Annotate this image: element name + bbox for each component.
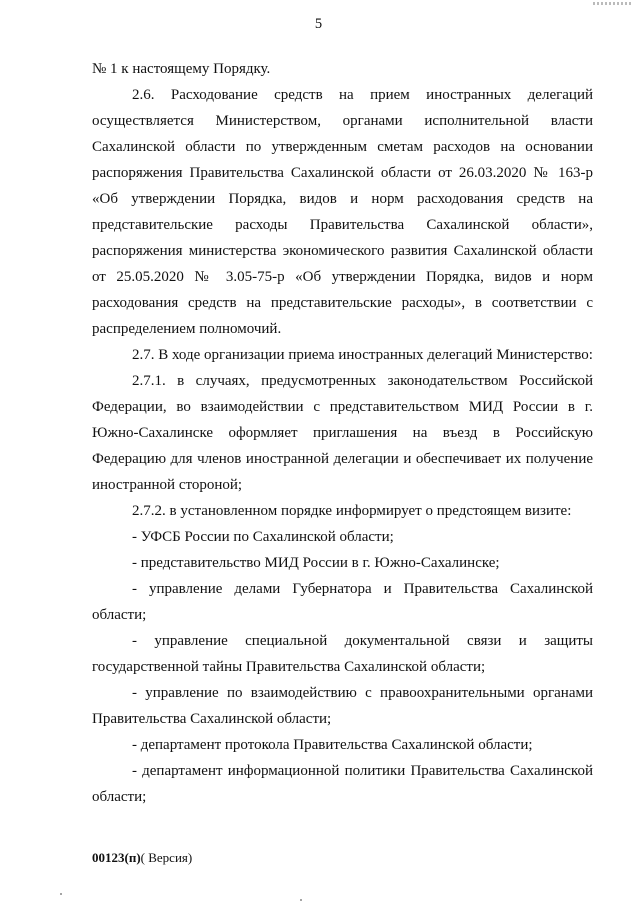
list-item-governor-affairs: - управление делами Губернатора и Правительства Сахалинской области; xyxy=(92,581,593,623)
scan-speck xyxy=(300,899,302,901)
list-item-information-policy: - департамент информационной политики Правительства Сахалинской области; xyxy=(92,763,593,805)
document-body xyxy=(92,56,593,810)
paragraph-2-6: 2.6. Расходование средств на прием иностранных делегаций осуществляется Министерством, органами исполнительной власти Сахалинской области по утвержденным сметам расходов на основании распоряжения Правительства Сахалинской области от 26.03.2020 № 163-р «Об утверждении Порядка, видов и норм расходования средств на представительские расходы Правительства Сахалинской области», распоряжения министерства экономического развития Сахалинской области от 25.05.2020 № 3.05-75-р «Об утверждении Порядка, видов и норм расходования средств на представительские расходы», в соответствии с распределением полномочий. xyxy=(92,87,593,337)
paragraph-2-7: 2.7. В ходе организации приема иностранных делегаций Министерство: xyxy=(132,347,593,363)
scan-speck xyxy=(60,893,62,895)
paragraph-2-7-1: 2.7.1. в случаях, предусмотренных законодательством Российской Федерации, во взаимодействии с представительством МИД России в г. Южно-Сахалинске оформляет приглашения на въезд в Российскую Федерацию для членов иностранной делегации и обеспечивает их получение иностранной стороной; xyxy=(92,373,593,493)
scan-corner-mark xyxy=(593,2,633,5)
paragraph-continuation: № 1 к настоящему Порядку. xyxy=(92,61,271,77)
document-code-number: 00123(п) xyxy=(92,850,141,865)
document-code xyxy=(92,850,192,866)
list-item-ufsb: - УФСБ России по Сахалинской области; xyxy=(132,529,394,545)
page-number: 5 xyxy=(314,16,323,32)
list-item-protocol: - департамент протокола Правительства Сахалинской области; xyxy=(132,737,533,753)
document-code-version: ( Версия) xyxy=(140,850,193,865)
list-item-law-enforcement: - управление по взаимодействию с правоохранительными органами Правительства Сахалинской области; xyxy=(92,685,593,727)
list-item-special-communications: - управление специальной документальной связи и защиты государственной тайны Правительства Сахалинской области; xyxy=(92,633,593,675)
list-item-mid: - представительство МИД России в г. Южно-Сахалинске; xyxy=(132,555,500,571)
paragraph-2-7-2: 2.7.2. в установленном порядке информирует о предстоящем визите: xyxy=(132,503,572,519)
